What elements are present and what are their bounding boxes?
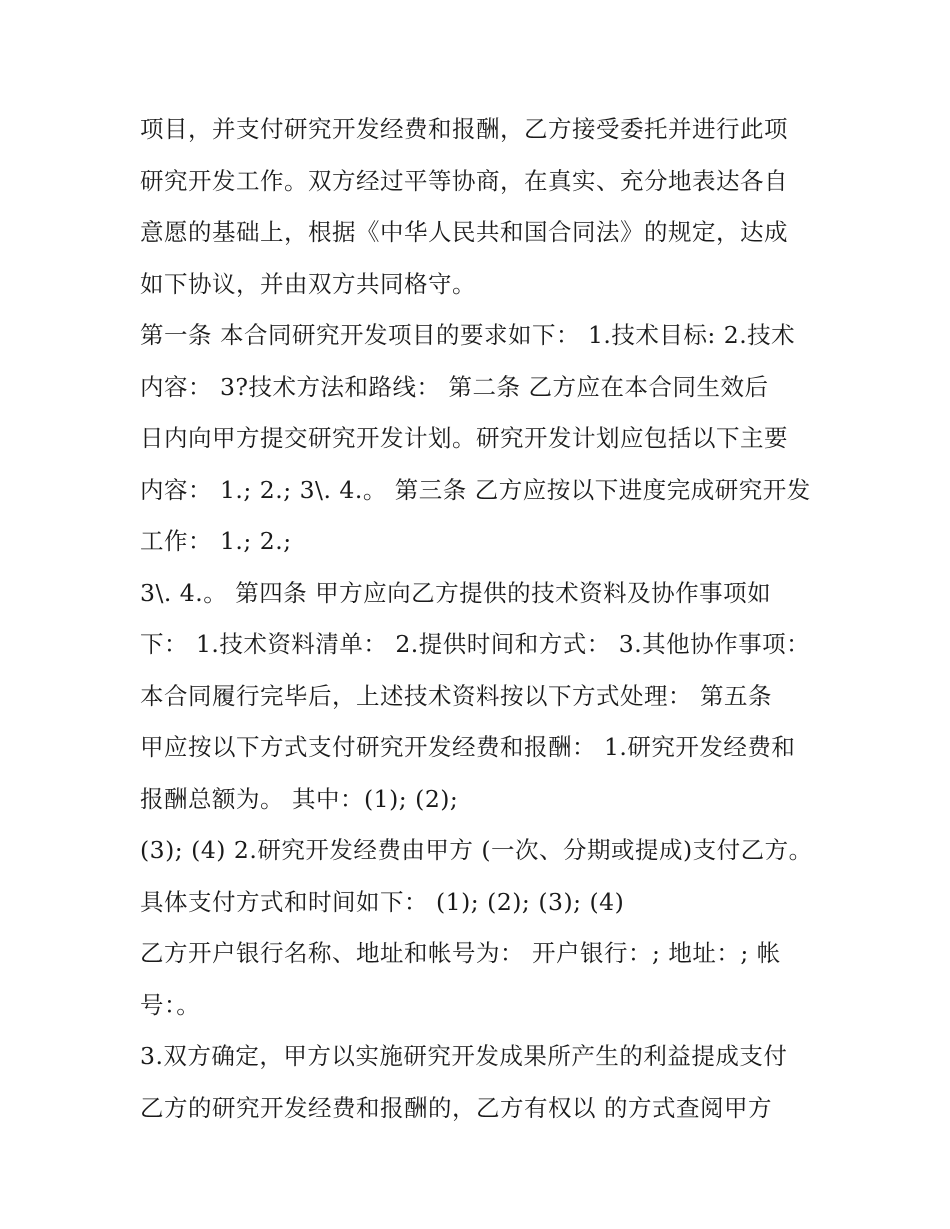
- text-line: 3\. 4.。 第四条 甲方应向乙方提供的技术资料及协作事项如: [140, 578, 772, 607]
- text-line: (3); (4) 2.研究开发经费由甲方 (一次、分期或提成)支付乙方。: [140, 836, 813, 864]
- text-line: 甲应按以下方式支付研究开发经费和报酬： 1.研究开发经费和: [140, 733, 796, 761]
- text-line: 内容： 3?技术方法和路线： 第二条 乙方应在本合同生效后: [140, 372, 769, 401]
- text-line: 号：。: [140, 990, 201, 1019]
- text-line: 研究开发工作。双方经过平等协商，在真实、充分地表达各自: [140, 166, 788, 195]
- text-line: 具体支付方式和时间如下： (1); (2); (3); (4): [140, 887, 625, 916]
- text-line: 项目，并支付研究开发经费和报酬，乙方接受委托并进行此项: [140, 115, 788, 143]
- text-line: 下： 1.技术资料清单： 2.提供时间和方式： 3.其他协作事项：: [140, 630, 811, 658]
- contract-body-text: [140, 104, 830, 1134]
- text-line: 如下协议，并由双方共同格守。: [140, 269, 476, 298]
- text-line: 乙方的研究开发经费和报酬的，乙方有权以 的方式查阅甲方: [140, 1093, 772, 1122]
- text-line: 日内向甲方提交研究开发计划。研究开发计划应包括以下主要: [140, 424, 788, 452]
- text-line: 本合同履行完毕后，上述技术资料按以下方式处理： 第五条: [140, 681, 772, 710]
- text-line: 3.双方确定，甲方以实施研究开发成果所产生的利益提成支付: [140, 1042, 788, 1070]
- text-line: 工作： 1.; 2.;: [140, 527, 292, 555]
- text-line: 报酬总额为。 其中：(1); (2);: [140, 784, 459, 813]
- text-line: 第一条 本合同研究开发项目的要求如下： 1.技术目标: 2.技术: [140, 321, 796, 349]
- text-line: 意愿的基础上，根据《中华人民共和国合同法》的规定，达成: [140, 218, 788, 246]
- text-line: 乙方开户银行名称、地址和帐号为： 开户银行：; 地址：; 帐: [140, 939, 781, 967]
- text-line: 内容： 1.; 2.; 3\. 4.。 第三条 乙方应按以下进度完成研究开发: [140, 475, 811, 504]
